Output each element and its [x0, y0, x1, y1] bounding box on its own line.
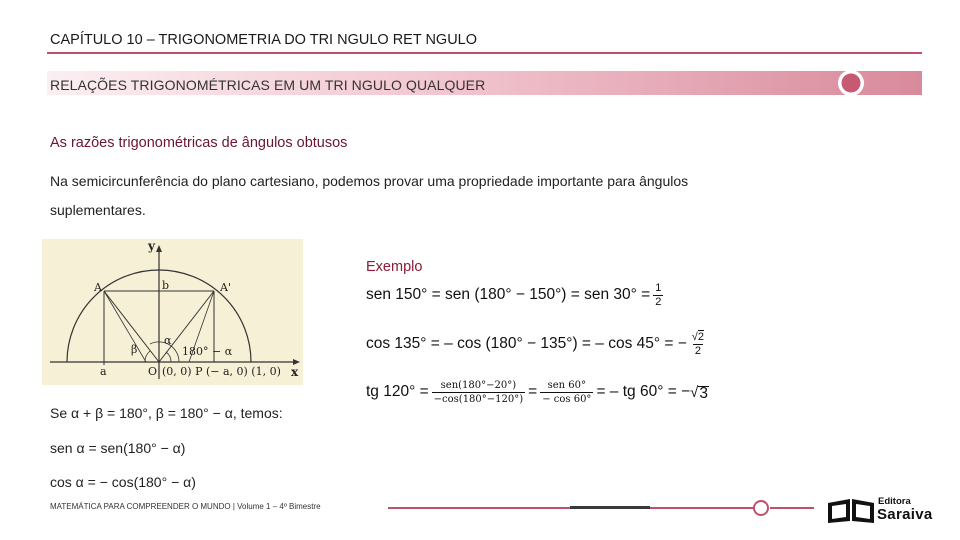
eq3-f2-numerator: sen 60° — [547, 379, 587, 391]
chapter-title: CAPÍTULO 10 – TRIGONOMETRIA DO TRI NGULO RET NGULO — [50, 32, 478, 48]
eq3-radicand: 3 — [699, 384, 708, 402]
eq3-radical-sign: √ — [690, 383, 699, 401]
logo-text-bottom: Saraiva — [877, 506, 933, 523]
eq3-sqrt — [690, 384, 709, 401]
eq3-f2-denominator: − cos 60° — [542, 393, 592, 405]
example-equation-1 — [366, 279, 666, 311]
point-a-prime-label: A' — [220, 281, 231, 294]
eq2-fraction — [690, 331, 706, 358]
section-title: RELAÇÕES TRIGONOMÉTRICAS EM UM TRI NGULO QUALQUER — [50, 77, 486, 93]
eq1-text: sen 150° = sen (180° − 150°) = sen 30° = — [366, 286, 651, 303]
example-equation-3 — [366, 375, 709, 409]
footer-divider-right — [770, 507, 814, 509]
eq2-radicand: 2 — [697, 330, 704, 343]
example-title: Exemplo — [366, 259, 423, 275]
relation-line-3: cos α = − cos(180° − α) — [50, 474, 196, 490]
example-equation-2 — [366, 327, 709, 361]
eq3-fraction-1 — [432, 379, 526, 406]
eq3-text-right: = – tg 60° = − — [596, 383, 691, 400]
y-axis-label: y — [148, 239, 155, 253]
beta-label: β — [131, 343, 138, 356]
relation-line-1: Se α + β = 180°, β = 180° − α, temos: — [50, 405, 283, 421]
eq1-fraction — [653, 282, 663, 309]
eq3-f1-denominator: −cos(180°−120°) — [433, 393, 524, 405]
intro-text-line-1: Na semicircunferência do plano cartesiano, podemos provar uma propriedade importante para ângulos — [50, 173, 689, 189]
relation-line-2: sen α = sen(180° − α) — [50, 440, 186, 456]
footer-circle-icon — [753, 500, 769, 516]
point-a-label: A — [94, 281, 102, 294]
footer-text: MATEMÁTICA PARA COMPREENDER O MUNDO | Volume 1 – 4º Bimestre — [50, 502, 321, 511]
segment-a-label: a — [100, 365, 107, 378]
chapter-divider — [47, 52, 922, 54]
eq3-text-left: tg 120° = — [366, 383, 429, 400]
eq3-f1-numerator: sen(180°−20°) — [440, 379, 517, 391]
semicircle-diagram — [42, 239, 303, 385]
eq2-radical-sign: √ — [691, 330, 698, 343]
alpha-label: α — [164, 334, 172, 347]
eq3-equals: = — [528, 383, 538, 400]
logo-text-top: Editora — [878, 496, 911, 507]
section-dot-icon — [830, 68, 872, 98]
subtitle: As razões trigonométricas de ângulos obtusos — [50, 135, 348, 151]
eq2-text: cos 135° = – cos (180° − 135°) = – cos 45° = − — [366, 335, 687, 352]
eq2-denominator: 2 — [694, 344, 701, 357]
eq1-denominator: 2 — [655, 295, 662, 308]
footer-divider-accent — [570, 506, 650, 509]
coordinates-label: (0, 0) P (− a, 0) (1, 0) — [162, 365, 281, 378]
origin-label: O — [148, 365, 158, 378]
eq3-fraction-2 — [540, 379, 593, 406]
segment-b-label: b — [162, 279, 170, 292]
eq1-numerator: 1 — [655, 281, 662, 294]
eq2-numerator — [690, 331, 706, 344]
supplement-angle-label: 180° − α — [182, 345, 233, 358]
intro-text-line-2: suplementares. — [50, 202, 146, 218]
x-axis-label: x — [291, 365, 299, 379]
